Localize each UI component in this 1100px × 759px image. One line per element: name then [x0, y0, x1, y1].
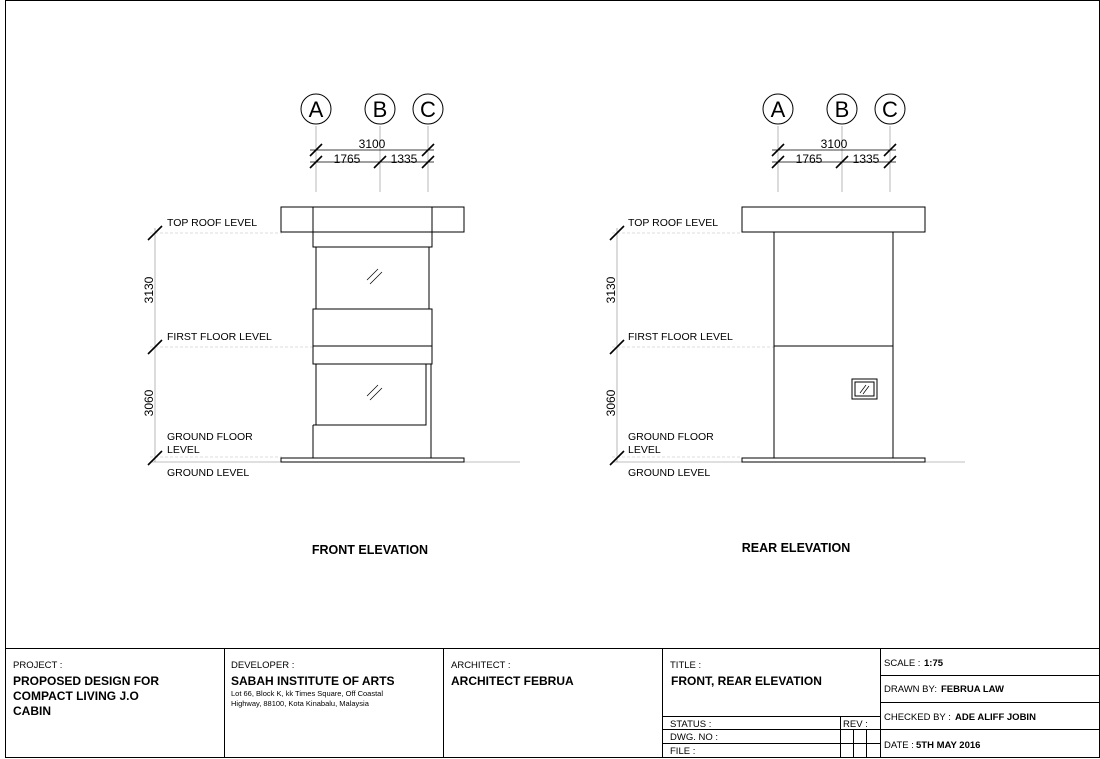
front-level-ground-floor-2: LEVEL	[167, 444, 200, 456]
rear-base-slab	[742, 458, 925, 462]
date-label: DATE :	[884, 740, 914, 751]
title-block-text	[13, 658, 1036, 757]
rear-dim-lower-height: 3060	[604, 389, 618, 417]
rear-level-top-roof: TOP ROOF LEVEL	[628, 217, 719, 229]
checked-label: CHECKED BY :	[884, 712, 951, 723]
date-value: 5TH MAY 2016	[916, 740, 981, 751]
front-level-first-floor: FIRST FLOOR LEVEL	[167, 331, 272, 343]
rear-dim-bay2: 1335	[852, 152, 880, 166]
front-roof-slab	[281, 207, 464, 232]
rear-grid-label-b: B	[834, 97, 850, 122]
front-glass-hatch	[370, 272, 382, 284]
front-floor-band	[313, 309, 432, 346]
rear-glass-hatch	[860, 385, 866, 393]
front-grid-label-c: C	[420, 97, 436, 122]
front-dim-bay2: 1335	[390, 152, 418, 166]
project-line-2: COMPACT LIVING J.O	[13, 689, 139, 703]
rear-elevation	[610, 94, 965, 465]
front-elevation-title: FRONT ELEVATION	[311, 543, 429, 557]
developer-label: DEVELOPER :	[231, 660, 295, 671]
rev-label: REV :	[843, 719, 868, 730]
rear-dim-upper-height: 3130	[604, 276, 618, 304]
status-label: STATUS :	[670, 719, 712, 730]
front-dim-overall: 3100	[358, 137, 386, 151]
rear-labels	[604, 97, 898, 555]
project-line-1: PROPOSED DESIGN FOR	[13, 674, 160, 688]
rear-dim-bay1: 1765	[795, 152, 823, 166]
rear-grid-label-c: C	[882, 97, 898, 122]
developer-address-2: Highway, 88100, Kota Kinabalu, Malaysia	[231, 699, 369, 708]
scale-label: SCALE :	[884, 658, 921, 669]
front-dim-bay1: 1765	[333, 152, 361, 166]
front-level-top-roof: TOP ROOF LEVEL	[167, 217, 258, 229]
front-elevation	[148, 94, 520, 465]
architect-name: ARCHITECT FEBRUA	[451, 674, 574, 688]
front-glass-hatch	[367, 269, 378, 280]
front-labels	[142, 97, 436, 557]
front-lower-wall	[316, 364, 426, 425]
front-glass-hatch	[370, 388, 382, 400]
rear-level-first-floor: FIRST FLOOR LEVEL	[628, 331, 733, 343]
developer-address-1: Lot 66, Block K, kk Times Square, Off Coastal	[231, 689, 384, 698]
rear-level-ground: GROUND LEVEL	[628, 467, 711, 479]
project-line-3: CABIN	[13, 704, 51, 718]
drawn-label: DRAWN BY:	[884, 684, 937, 695]
checked-value: ADE ALIFF JOBIN	[955, 712, 1036, 723]
front-upper-wall	[316, 247, 429, 309]
developer-name: SABAH INSTITUTE OF ARTS	[231, 674, 395, 688]
front-level-ground-floor: GROUND FLOOR	[167, 431, 253, 443]
front-grid-label-b: B	[372, 97, 388, 122]
front-base-slab	[281, 458, 464, 462]
rear-level-ground-floor-2: LEVEL	[628, 444, 661, 456]
rear-glass-hatch	[863, 386, 869, 394]
dwg-label: DWG. NO :	[670, 732, 719, 743]
architect-label: ARCHITECT :	[451, 660, 511, 671]
front-glass-hatch	[367, 385, 378, 396]
rear-wall	[774, 232, 893, 458]
project-label: PROJECT :	[13, 660, 63, 671]
front-level-ground: GROUND LEVEL	[167, 467, 250, 479]
rear-dim-overall: 3100	[820, 137, 848, 151]
front-lower-band	[313, 346, 432, 364]
drawn-value: FEBRUA LAW	[941, 684, 1004, 695]
title-label: TITLE :	[670, 660, 702, 671]
rear-elevation-title: REAR ELEVATION	[741, 541, 851, 555]
title-value: FRONT, REAR ELEVATION	[671, 674, 822, 688]
sheet-border	[6, 1, 1100, 758]
rear-roof-slab	[742, 207, 925, 232]
rear-window-inner	[855, 382, 874, 396]
front-grid-label-a: A	[308, 97, 324, 122]
front-dim-lower-height: 3060	[142, 389, 156, 417]
scale-value: 1:75	[924, 658, 944, 669]
rear-level-ground-floor: GROUND FLOOR	[628, 431, 714, 443]
front-dim-upper-height: 3130	[142, 276, 156, 304]
rear-grid-label-a: A	[770, 97, 786, 122]
front-roof-fascia	[313, 232, 432, 247]
file-label: FILE :	[670, 746, 696, 757]
